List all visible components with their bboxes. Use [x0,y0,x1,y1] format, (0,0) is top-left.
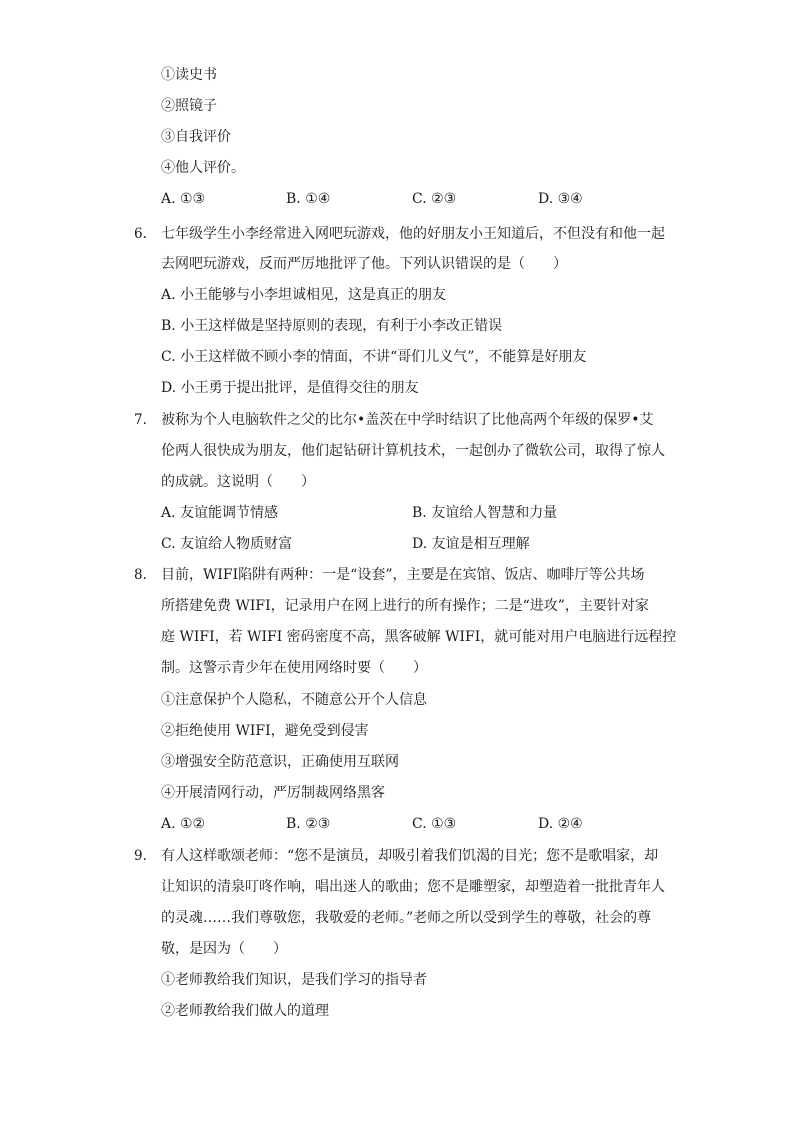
statement-item: ②照镜子 [161,98,217,114]
option-c: C. 友谊给人物质财富 [161,536,293,552]
question-stem-line: 七年级学生小李经常进入网吧玩游戏，他的好朋友小王知道后，不但没有和他一起 [161,226,665,242]
question-stem-line: 庭 WIFI，若 WIFI 密码密度不高，黑客破解 WIFI，就可能对用户电脑进行远程控 [161,629,677,645]
option-c: C. ②③ [412,191,457,207]
statement-item: ①注意保护个人隐私，不随意公开个人信息 [161,692,427,708]
statement-item: ②老师教给我们做人的道理 [161,1003,329,1019]
option-a: A. 友谊能调节情感 [161,505,279,521]
statement-item: ④开展清网行动，严厉制裁网络黑客 [161,785,385,801]
question-stem-line: 的成就。这说明（ ） [161,474,315,490]
question-stem-line: 的灵魂……我们尊敬您，我敬爱的老师。”老师之所以受到学生的尊敬，社会的尊 [161,910,652,926]
option-d: D. ③④ [538,191,583,207]
question-stem-line: 目前，WIFI陷阱有两种：一是“设套”，主要是在宾馆、饭店、咖啡厅等公共场 [161,567,645,583]
question-stem-line: 让知识的清泉叮咚作响，唱出迷人的歌曲；您不是雕塑家，却塑造着一批批青年人 [161,879,665,895]
option-a: A. 小王能够与小李坦诚相见，这是真正的朋友 [161,287,447,303]
option-a: A. ①② [161,816,206,832]
question-stem-line: 敬，是因为（ ） [161,941,287,957]
option-b: B. ①④ [286,191,331,207]
option-c: C. 小王这样做不顾小李的情面，不讲“哥们儿义气”，不能算是好朋友 [161,349,587,365]
statement-item: ①读史书 [161,67,217,83]
statement-item: ④他人评价。 [161,160,245,176]
question-number: 9. [134,848,147,864]
option-b: B. 友谊给人智慧和力量 [412,505,558,521]
question-number: 6. [134,226,147,242]
option-b: B. 小王这样做是坚持原则的表现，有利于小李改正错误 [161,318,503,334]
question-stem-line: 制。这警示青少年在使用网络时要（ ） [161,660,427,676]
question-stem-line: 被称为个人电脑软件之父的比尔•盖茨在中学时结识了比他高两个年级的保罗•艾 [161,412,654,428]
statement-item: ②拒绝使用 WIFI，避免受到侵害 [161,723,369,739]
question-number: 8. [134,567,147,583]
question-stem-line: 伦两人很快成为朋友，他们起钻研计算机技术，一起创办了微软公司，取得了惊人 [161,443,665,459]
question-stem-line: 所搭建免费 WIFI，记录用户在网上进行的所有操作；二是“进攻”，主要针对家 [161,598,649,614]
option-d: D. 友谊是相互理解 [412,536,530,552]
option-d: D. 小王勇于提出批评，是值得交往的朋友 [161,380,419,396]
statement-item: ③增强安全防范意识，正确使用互联网 [161,754,399,770]
question-number: 7. [134,412,147,428]
question-stem-line: 去网吧玩游戏，反而严厉地批评了他。下列认识错误的是（ ） [161,256,567,272]
question-stem-line: 有人这样歌颂老师：“您不是演员，却吸引着我们饥渴的目光；您不是歌唱家，却 [161,848,659,864]
option-d: D. ②④ [538,816,583,832]
option-b: B. ②③ [286,816,331,832]
statement-item: ③自我评价 [161,129,231,145]
option-a: A. ①③ [161,191,206,207]
statement-item: ①老师教给我们知识，是我们学习的指导者 [161,972,427,988]
option-c: C. ①③ [412,816,457,832]
